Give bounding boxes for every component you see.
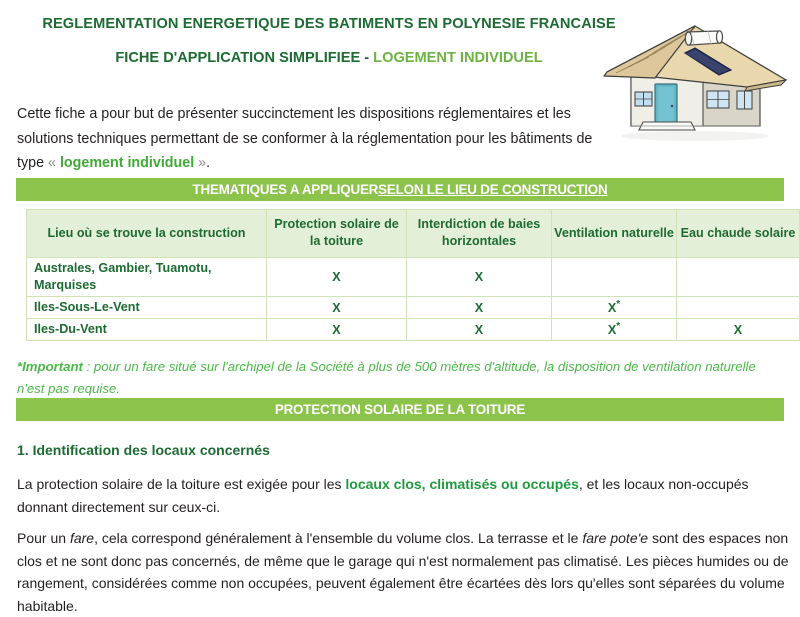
table-cell-place: Iles-Sous-Le-Vent (27, 297, 267, 319)
intro-text-part-2: . (206, 155, 211, 172)
section-paragraph-2-part-3: sont des espaces non clos et ne sont donc pas concernés, de même que le garage qui n'est normalement pas climatisé. Les pièces humides ou de rangement, considérées comme non occupées, peuvent également être écartées dès lors qu'elles sont séparées du volume habitable. (17, 530, 789, 614)
banner-protection-solaire (16, 398, 784, 421)
table-cell-protection-solaire: X (267, 297, 407, 319)
page-subtitle-main: FICHE D'APPLICATION SIMPLIFIEE - (115, 50, 374, 66)
table-cell-place: Iles-Du-Vent (27, 319, 267, 341)
intro-text-part-1: Cette fiche a pour but de présenter succinctement les dispositions réglementaires et les solutions techniques permettant de se conformer à la réglementation pour les bâtiments de type (17, 106, 593, 172)
intro-quote-close: » (194, 155, 207, 172)
thematiques-table-wrapper (26, 209, 796, 341)
section-paragraph-2 (17, 527, 789, 617)
table-cell-protection-solaire: X (267, 258, 407, 297)
table-row (27, 258, 800, 297)
section-paragraph-2-part-2: , cela correspond généralement à l'ensemble du volume clos. La terrasse et le (94, 530, 583, 546)
intro-highlight: logement individuel (59, 155, 195, 172)
intro-paragraph (17, 102, 602, 176)
table-cell-eau-chaude-solaire (677, 258, 800, 297)
table-header-lieu: Lieu où se trouve la construction (27, 210, 267, 258)
section-paragraph-1-part-2: , et les locaux non-occupés donnant directement sur ceux-ci. (17, 476, 749, 515)
table-cell-baies-horizontales: X (407, 258, 552, 297)
section-heading-identification: 1. Identification des locaux concernés (17, 441, 270, 458)
thematiques-table (26, 209, 800, 341)
house-illustration (595, 8, 795, 148)
important-note-label: *Important (17, 359, 83, 375)
table-cell-place: Australes, Gambier, Tuamotu, Marquises (27, 258, 267, 297)
page-title: REGLEMENTATION ENERGETIQUE DES BATIMENTS EN POLYNESIE FRANCAISE (42, 16, 616, 32)
table-cell-ventilation-naturelle (552, 258, 677, 297)
section-paragraph-2-italic-fare-potee: fare pote'e (582, 530, 649, 546)
table-cell-protection-solaire: X (267, 319, 407, 341)
table-cell-eau-chaude-solaire (677, 297, 800, 319)
banner-thematiques-underlined: SELON LE LIEU DE CONSTRUCTION (378, 182, 608, 197)
table-cell-eau-chaude-solaire: X (677, 319, 800, 341)
banner-thematiques-prefix: THEMATIQUES A APPLIQUER (192, 182, 379, 197)
table-cell-baies-horizontales: X (407, 297, 552, 319)
table-body (27, 258, 800, 341)
section-paragraph-2-part-1: Pour un (17, 530, 70, 546)
section-paragraph-1-highlight: locaux clos, climatisés ou occupés (345, 476, 579, 492)
table-header-protection-solaire: Protection solaire de la toiture (267, 210, 407, 258)
page-subtitle-accent: LOGEMENT INDIVIDUEL (373, 50, 543, 66)
table-cell-ventilation-naturelle: X* (552, 319, 677, 341)
table-row (27, 319, 800, 341)
table-header-ventilation-naturelle: Ventilation naturelle (552, 210, 677, 258)
table-header-eau-chaude-solaire: Eau chaude solaire (677, 210, 800, 258)
section-paragraph-1-part-1: La protection solaire de la toiture est exigée pour les (17, 476, 346, 492)
section-paragraph-2-italic-fare: fare (69, 530, 95, 546)
intro-quote-open: « (48, 155, 60, 172)
solar-water-tank-shape (685, 31, 722, 45)
ground-shadow-shape (621, 131, 769, 141)
table-header-baies-horizontales: Interdiction de baies horizontales (407, 210, 552, 258)
table-cell-baies-horizontales: X (407, 319, 552, 341)
banner-thematiques (16, 178, 784, 201)
table-header-row (27, 210, 800, 258)
table-cell-ventilation-naturelle: X* (552, 297, 677, 319)
section-paragraph-1 (17, 473, 787, 519)
important-note (17, 356, 785, 400)
table-head (27, 210, 800, 258)
door-handle-shape (671, 105, 674, 108)
table-row (27, 297, 800, 319)
important-note-text: : pour un fare situé sur l'archipel de la Société à plus de 500 mètres d'altitude, la disposition de ventilation naturelle n'est pas requise. (17, 359, 756, 397)
banner-protection-solaire-label: PROTECTION SOLAIRE DE LA TOITURE (274, 402, 526, 417)
